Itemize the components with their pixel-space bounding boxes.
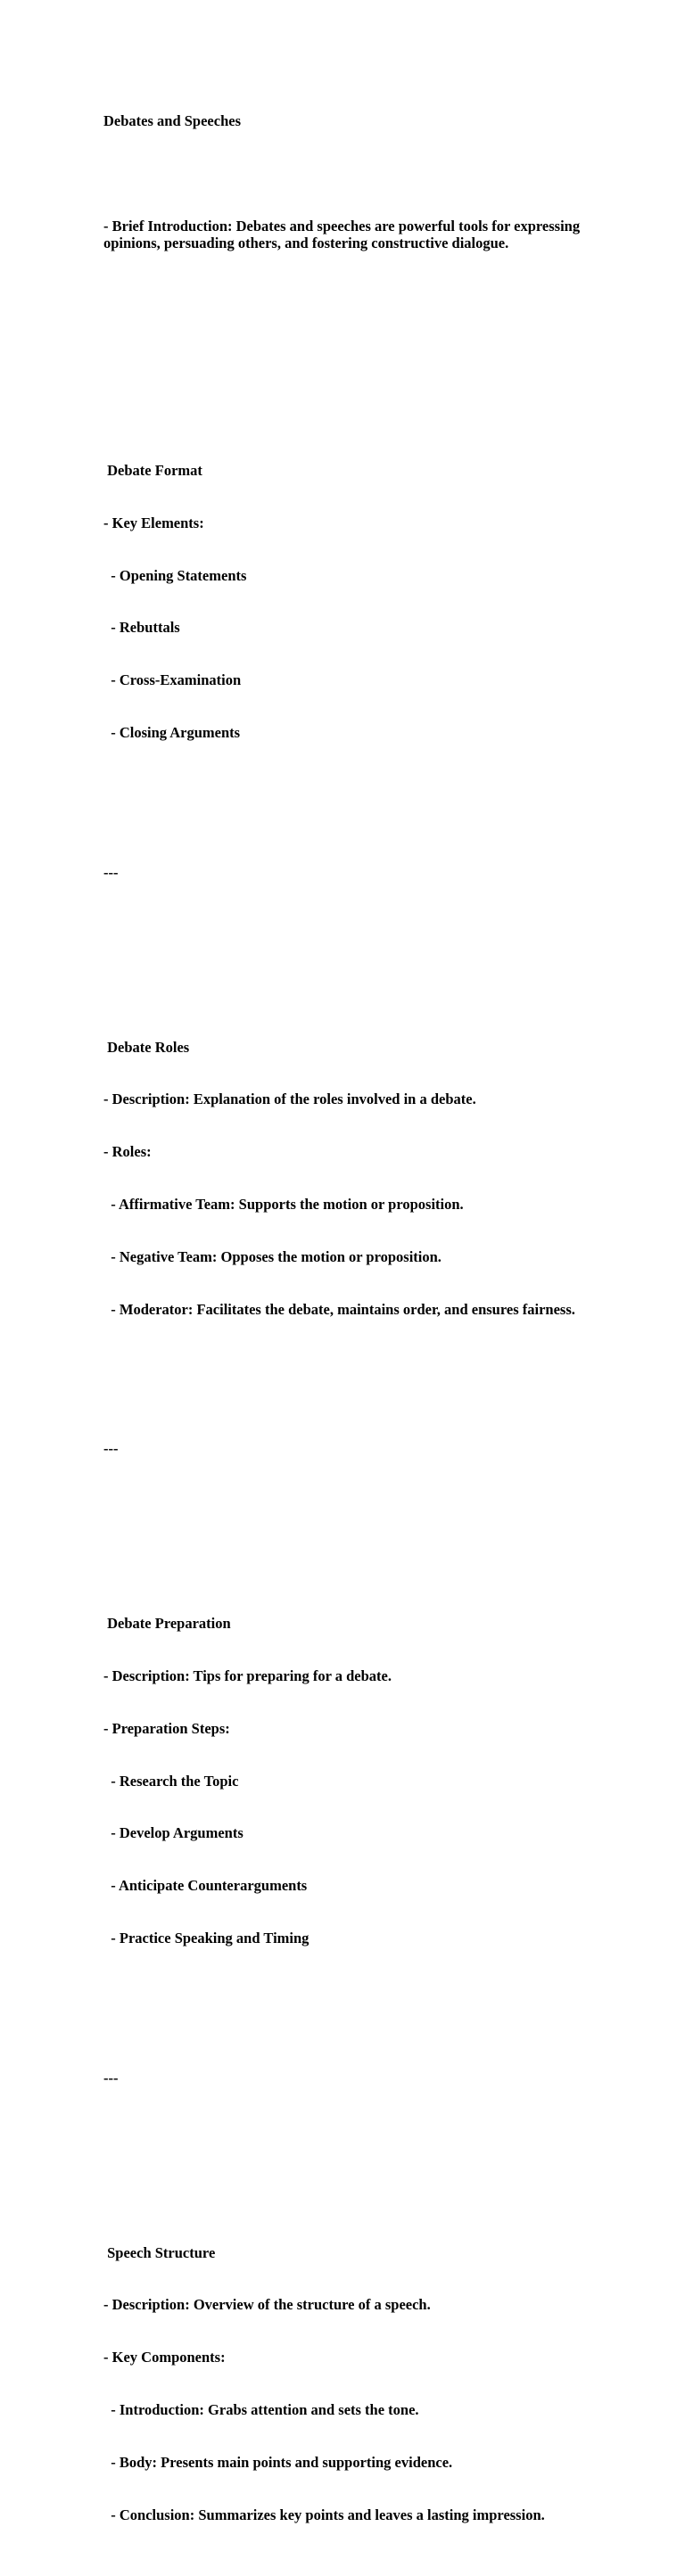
document-title: Debates and Speeches	[103, 112, 242, 130]
blank-line	[103, 811, 585, 829]
blank-line	[103, 287, 585, 305]
section-line: - Roles:	[103, 1143, 152, 1161]
section-line: - Develop Arguments	[103, 1824, 243, 1842]
blank-line	[103, 1493, 585, 1510]
section-line: - Description: Overview of the structure of a speech.	[103, 2296, 431, 2314]
blank-line	[103, 165, 585, 183]
separator: ---	[103, 2069, 119, 2086]
section-debate-preparation	[103, 1580, 585, 1982]
section-debate-format	[103, 427, 585, 777]
section-line: - Key Components:	[103, 2349, 226, 2366]
section-debate-roles	[103, 1003, 585, 1353]
section-heading: Debate Roles	[103, 1038, 190, 1056]
section-line: - Preparation Steps:	[103, 1719, 230, 1737]
section-line: - Anticipate Counterarguments	[103, 1877, 308, 1895]
separator: ---	[103, 863, 119, 881]
blank-line	[103, 917, 585, 934]
section-line: - Conclusion: Summarizes key points and leaves a lasting impression.	[103, 2506, 545, 2523]
section-line: - Moderator: Facilitates the debate, maintains order, and ensures fairness.	[103, 1300, 575, 1318]
section-line: - Negative Team: Opposes the motion or proposition.	[103, 1247, 442, 1265]
intro-paragraph: - Brief Introduction: Debates and speeches are powerful tools for expressing opinions, persuading others, and fostering constructive dialogue.	[103, 217, 584, 252]
section-heading: Debate Format	[103, 462, 202, 480]
section-line: - Closing Arguments	[103, 723, 241, 741]
section-line: - Opening Statements	[103, 566, 247, 584]
section-line: - Description: Explanation of the roles involved in a debate.	[103, 1090, 476, 1108]
blank-line	[103, 1388, 585, 1406]
section-line: - Cross-Examination	[103, 671, 242, 689]
section-line: - Practice Speaking and Timing	[103, 1929, 309, 1946]
section-line: - Description: Tips for preparing for a debate.	[103, 1667, 392, 1685]
section-line: - Affirmative Team: Supports the motion or proposition.	[103, 1196, 464, 1213]
blank-line	[103, 340, 585, 358]
section-line: - Research the Topic	[103, 1772, 239, 1790]
section-line: - Key Elements:	[103, 514, 204, 531]
section-heading: Debate Preparation	[103, 1615, 231, 1633]
section-line: - Body: Presents main points and supporting evidence.	[103, 2453, 453, 2471]
blank-line	[103, 2017, 585, 2035]
section-speech-structure	[103, 2209, 585, 2558]
separator: ---	[103, 1440, 119, 1458]
section-line: - Introduction: Grabs attention and sets the tone.	[103, 2400, 419, 2418]
document-page	[103, 78, 585, 2576]
blank-line	[103, 2121, 585, 2139]
section-line: - Rebuttals	[103, 619, 180, 637]
section-heading: Speech Structure	[103, 2243, 216, 2261]
